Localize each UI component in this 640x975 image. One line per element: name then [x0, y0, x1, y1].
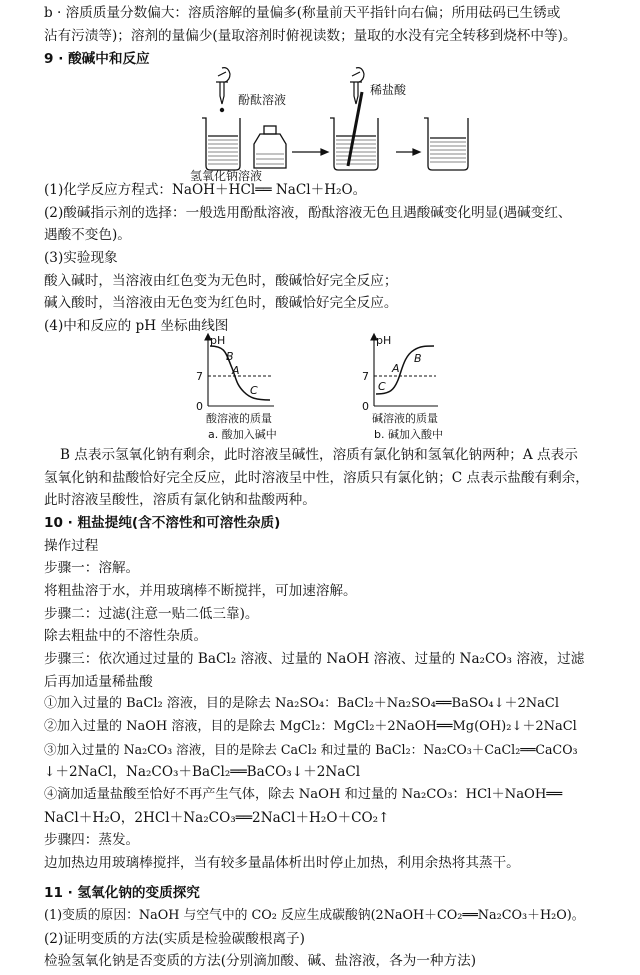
- neutralization-apparatus-figure: [190, 66, 480, 182]
- label-dilute-hcl: 稀盐酸: [370, 83, 407, 97]
- text-line: 将粗盐溶于水，并用玻璃棒不断搅拌，可加速溶解。: [44, 583, 357, 599]
- ph-curve-graph-a: [192, 332, 302, 444]
- x-axis-label: 酸溶液的质量: [206, 412, 272, 425]
- text-line: 步骤三：依次通过过量的 BaCl₂ 溶液、过量的 NaOH 溶液、过量的 Na₂CO₃ 溶液，过滤: [44, 651, 585, 667]
- ph-curve: [210, 346, 270, 400]
- tick-0: 0: [196, 400, 203, 413]
- tick-7: 7: [196, 370, 203, 383]
- text-line: B 点表示氢氧化钠有剩余，此时溶液呈碱性，溶质有氯化钠和氢氧化钠两种；A 点表示: [60, 447, 578, 463]
- text-line: 后再加适量稀盐酸: [44, 674, 153, 690]
- y-axis-label: pH: [210, 334, 226, 347]
- text-line: 检验氢氧化钠是否变质的方法(分别滴加酸、碱、盐溶液，各为一种方法): [44, 953, 477, 969]
- text-line: ②加入过量的 NaOH 溶液，目的是除去 MgCl₂：MgCl₂＋2NaOH══Mg(OH)₂↓＋2NaCl: [44, 719, 577, 734]
- text-line: 碱入酸时，当溶液由无色变为红色时，酸碱恰好完全反应。: [44, 295, 398, 311]
- point-b: B: [226, 350, 234, 363]
- text-line: 除去粗盐中的不溶性杂质。: [44, 628, 208, 644]
- text-line: ↓＋2NaCl，Na₂CO₃＋BaCl₂══BaCO₃↓＋2NaCl: [44, 764, 361, 780]
- text-line: 沾有污渍等)；溶剂的量偏少(量取溶剂时俯视读数；量取的水没有完全转移到烧杯中等)。: [44, 28, 577, 44]
- graph-caption: a. 酸加入碱中: [208, 428, 277, 441]
- point-c: C: [378, 380, 386, 393]
- point-a: A: [392, 362, 400, 375]
- bottle-icon: [254, 126, 286, 168]
- text-line: (1)化学反应方程式：NaOH＋HCl══ NaCl＋H₂O。: [44, 182, 367, 198]
- y-axis-label: pH: [376, 334, 392, 347]
- text-line: ④滴加适量盐酸至恰好不再产生气体，除去 NaOH 和过量的 Na₂CO₃：HCl＋NaOH══: [44, 787, 563, 802]
- label-phenolphthalein: 酚酞溶液: [238, 93, 287, 107]
- section-heading-11: 11 · 氢氧化钠的变质探究: [44, 885, 200, 901]
- text-line: (1)变质的原因：NaOH 与空气中的 CO₂ 反应生成碳酸钠(2NaOH＋CO₂══Na₂CO₃＋H₂O)。: [44, 908, 585, 923]
- tick-7: 7: [362, 370, 369, 383]
- dropper-icon: [216, 68, 230, 112]
- text-line: 氢氧化钠和盐酸恰好完全反应，此时溶液呈中性，溶质只有氯化钠；C 点表示盐酸有剩余，: [44, 470, 589, 486]
- text-line: ③加入过量的 Na₂CO₃ 溶液，目的是除去 CaCl₂ 和过量的 BaCl₂：Na₂CO₃＋CaCl₂══CaCO₃: [44, 742, 578, 757]
- stirring-rod: [348, 92, 362, 166]
- point-c: C: [250, 384, 258, 397]
- text-line: 步骤四：蒸发。: [44, 832, 140, 848]
- tick-0: 0: [362, 400, 369, 413]
- text-line: (3)实验现象: [44, 250, 118, 266]
- beaker-icon: [424, 118, 468, 170]
- text-line: 遇酸不变色)。: [44, 227, 131, 243]
- text-line: 此时溶液呈酸性，溶质有氯化钠和盐酸两种。: [44, 492, 316, 508]
- text-line: ①加入过量的 BaCl₂ 溶液，目的是除去 Na₂SO₄：BaCl₂＋Na₂SO₄══BaSO₄↓＋2NaCl: [44, 696, 559, 711]
- text-line: b · 溶质质量分数偏大：溶质溶解的量偏多(称量前天平指针向右偏；所用砝码已生锈或: [44, 5, 561, 21]
- text-line: 步骤二：过滤(注意一贴二低三靠)。: [44, 606, 259, 622]
- point-a: A: [232, 364, 240, 377]
- section-heading-10: 10 · 粗盐提纯(含不溶性和可溶性杂质): [44, 515, 281, 531]
- graph-caption: b. 碱加入酸中: [374, 428, 443, 441]
- point-b: B: [414, 352, 422, 365]
- text-line: (2)酸碱指示剂的选择：一般选用酚酞溶液，酚酞溶液无色且遇酸碱变化明显(遇碱变红、: [44, 205, 572, 221]
- text-line: (4)中和反应的 pH 坐标曲线图: [44, 318, 229, 334]
- beaker-icon: [330, 118, 378, 170]
- text-line: 操作过程: [44, 538, 99, 554]
- label-naoh-solution: 氢氧化钠溶液: [190, 169, 263, 182]
- text-line: NaCl＋H₂O，2HCl＋Na₂CO₃══2NaCl＋H₂O＋CO₂↑: [44, 810, 390, 826]
- text-line: 酸入碱时，当溶液由红色变为无色时，酸碱恰好完全反应；: [44, 273, 398, 289]
- ph-curve-graph-b: [354, 332, 464, 444]
- text-line: (2)证明变质的方法(实质是检验碳酸根离子): [44, 931, 305, 947]
- x-axis-label: 碱溶液的质量: [372, 412, 438, 425]
- beaker-icon: [202, 118, 240, 170]
- text-line: 步骤一：溶解。: [44, 560, 140, 576]
- text-line: 边加热边用玻璃棒搅拌，当有较多量晶体析出时停止加热，利用余热将其蒸干。: [44, 855, 520, 871]
- section-heading-9: 9 · 酸碱中和反应: [44, 51, 150, 67]
